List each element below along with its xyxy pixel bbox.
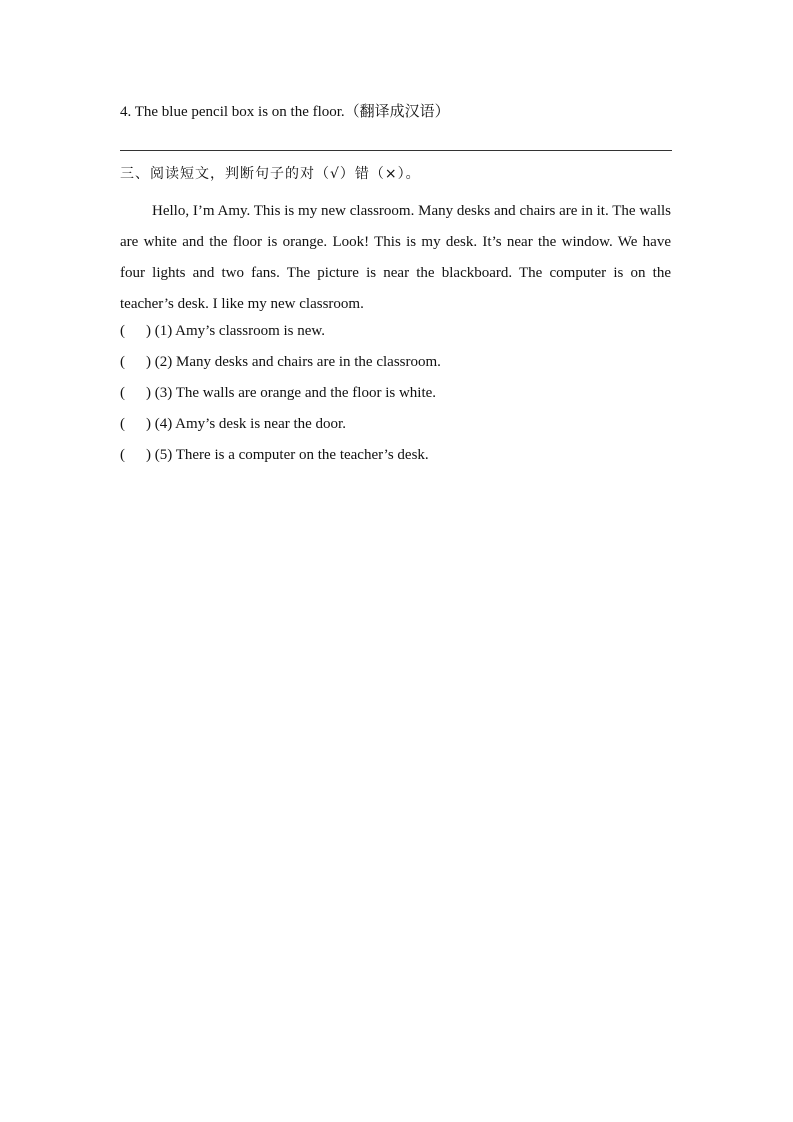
item-statement: (2) Many desks and chairs are in the classroom. [154, 354, 441, 370]
true-false-item-4 [120, 414, 346, 434]
item-statement: (1) Amy’s classroom is new. [154, 323, 326, 339]
true-false-item-2 [120, 352, 441, 372]
item-statement: (4) Amy’s desk is near the door. [154, 416, 346, 432]
reading-passage: Hello, I’m Amy. This is my new classroom. Many desks and chairs are in it. The walls are white and the floor is orange. Look! This is my desk. It’s near the window. We have four lights and two fans. The picture is near the blackboard. The computer is on the teacher’s desk. I like my new classroom. [120, 203, 671, 312]
answer-line[interactable] [120, 150, 672, 151]
answer-blank-close[interactable]: ) [146, 385, 151, 401]
true-false-item-1 [120, 321, 325, 341]
answer-blank-close[interactable]: ) [146, 323, 151, 339]
answer-blank-open[interactable]: ( [120, 385, 125, 401]
answer-blank-open[interactable]: ( [120, 416, 125, 432]
answer-blank-open[interactable]: ( [120, 323, 125, 339]
true-false-item-3 [120, 383, 436, 403]
section-3-title: 三、阅读短文，判断句子的对（√）错（×）。 [120, 166, 421, 182]
true-false-item-5 [120, 445, 429, 465]
answer-blank-open[interactable]: ( [120, 354, 125, 370]
answer-blank-open[interactable]: ( [120, 447, 125, 463]
answer-blank-close[interactable]: ) [146, 354, 151, 370]
answer-blank-close[interactable]: ) [146, 447, 151, 463]
question-4-text: 4. The blue pencil box is on the floor.（翻译成汉语） [120, 104, 450, 120]
item-statement: (5) There is a computer on the teacher’s desk. [154, 447, 429, 463]
item-statement: (3) The walls are orange and the floor is white. [154, 385, 437, 401]
answer-blank-close[interactable]: ) [146, 416, 151, 432]
